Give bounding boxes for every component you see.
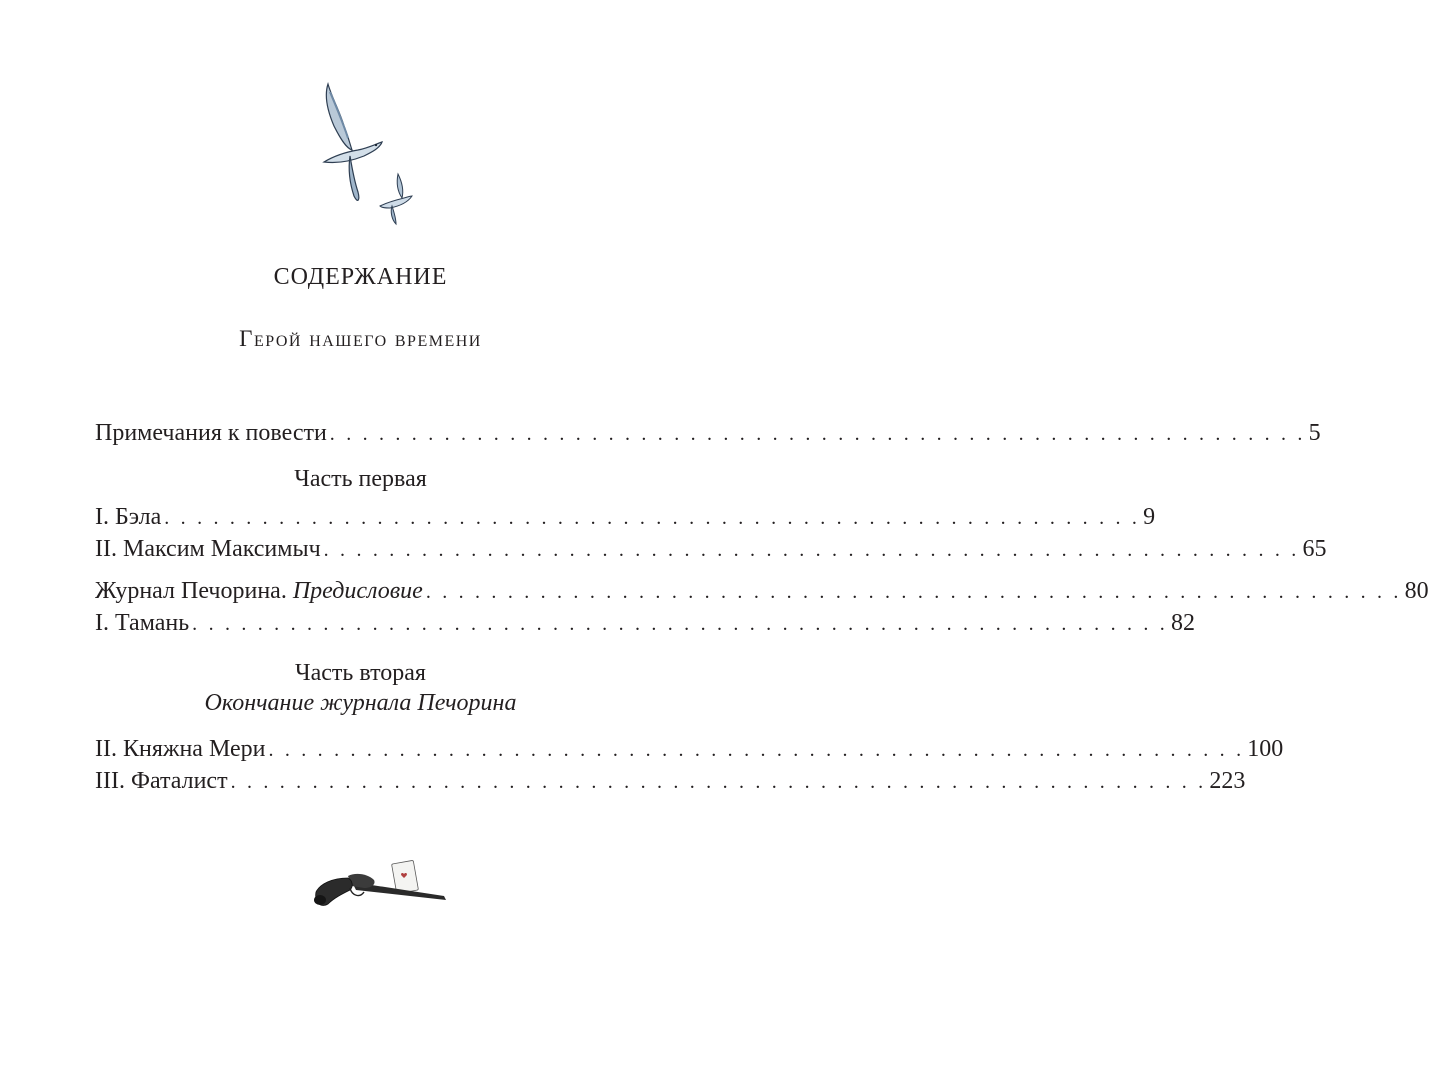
toc-row-fatalist[interactable]: [95, 768, 1246, 798]
toc-title-main: Журнал Печорина.: [95, 578, 293, 604]
toc-title-italic: Предисловие: [292, 578, 423, 604]
toc-page-number: 82: [1170, 610, 1195, 636]
toc-leader: . . . . . . . . . . . . . . . . . . . . . . . . . . . . . . . . . . . . . . . . . . . . . . . . . . . . . . . . . . . .: [164, 507, 1141, 529]
section-part-two-subtitle: Окончание журнала Печорина: [204, 690, 517, 716]
toc-row-maksim[interactable]: [95, 536, 1327, 566]
gull-small-lower-wing: [391, 206, 396, 224]
birds-illustration-icon: [310, 78, 430, 230]
pistol-and-card-icon: [312, 856, 452, 912]
gull-large-lower-wing: [349, 156, 359, 200]
toc-page-number: 223: [1209, 768, 1246, 794]
toc-page-number: 65: [1302, 536, 1327, 562]
gull-large-body: [324, 142, 382, 163]
toc-title: I. Тамань: [95, 610, 190, 636]
toc-row-journal[interactable]: [95, 578, 1429, 608]
gull-small-wing: [397, 174, 403, 198]
toc-title: I. Бэла: [95, 504, 162, 530]
toc-leader: . . . . . . . . . . . . . . . . . . . . . . . . . . . . . . . . . . . . . . . . . . . . . . . . . . . . . . . . . . . .: [230, 771, 1207, 793]
toc-title: II. Максим Максимыч: [95, 536, 321, 562]
toc-leader: . . . . . . . . . . . . . . . . . . . . . . . . . . . . . . . . . . . . . . . . . . . . . . . . . . . . . . . . . . . .: [268, 739, 1245, 761]
pistol-butt-cap: [314, 895, 326, 905]
toc-title: III. Фаталист: [95, 768, 228, 794]
gull-small-body: [380, 196, 412, 208]
toc-leader: . . . . . . . . . . . . . . . . . . . . . . . . . . . . . . . . . . . . . . . . . . . . . . . . . . . . . . . . . . . .: [425, 581, 1402, 603]
toc-page-number: 5: [1308, 420, 1321, 446]
section-part-one: Часть первая: [294, 466, 427, 492]
toc-leader: . . . . . . . . . . . . . . . . . . . . . . . . . . . . . . . . . . . . . . . . . . . . . . . . . . . . . . . . . . . .: [329, 423, 1306, 445]
toc-row-notes[interactable]: [95, 420, 1321, 450]
page-title: СОДЕРЖАНИЕ: [273, 264, 448, 290]
toc-row-bela[interactable]: [95, 504, 1156, 534]
toc-leader: . . . . . . . . . . . . . . . . . . . . . . . . . . . . . . . . . . . . . . . . . . . . . . . . . . . . . . . . . . . .: [192, 613, 1168, 635]
toc-page-number: 9: [1143, 504, 1156, 530]
toc-title: II. Княжна Мери: [95, 736, 266, 762]
toc-page-number: 100: [1247, 736, 1284, 762]
toc-title: [95, 578, 423, 605]
toc-page-number: 80: [1404, 578, 1429, 604]
toc-leader: . . . . . . . . . . . . . . . . . . . . . . . . . . . . . . . . . . . . . . . . . . . . . . . . . . . . . . . . . . . .: [323, 539, 1300, 561]
section-part-two: Часть вторая: [295, 660, 426, 686]
gull-large-eye: [375, 144, 377, 146]
book-subtitle: Герой нашего времени: [239, 326, 482, 351]
toc-row-taman[interactable]: [95, 610, 1195, 640]
toc-row-meri[interactable]: [95, 736, 1284, 766]
toc-title: Примечания к повести: [95, 420, 327, 446]
